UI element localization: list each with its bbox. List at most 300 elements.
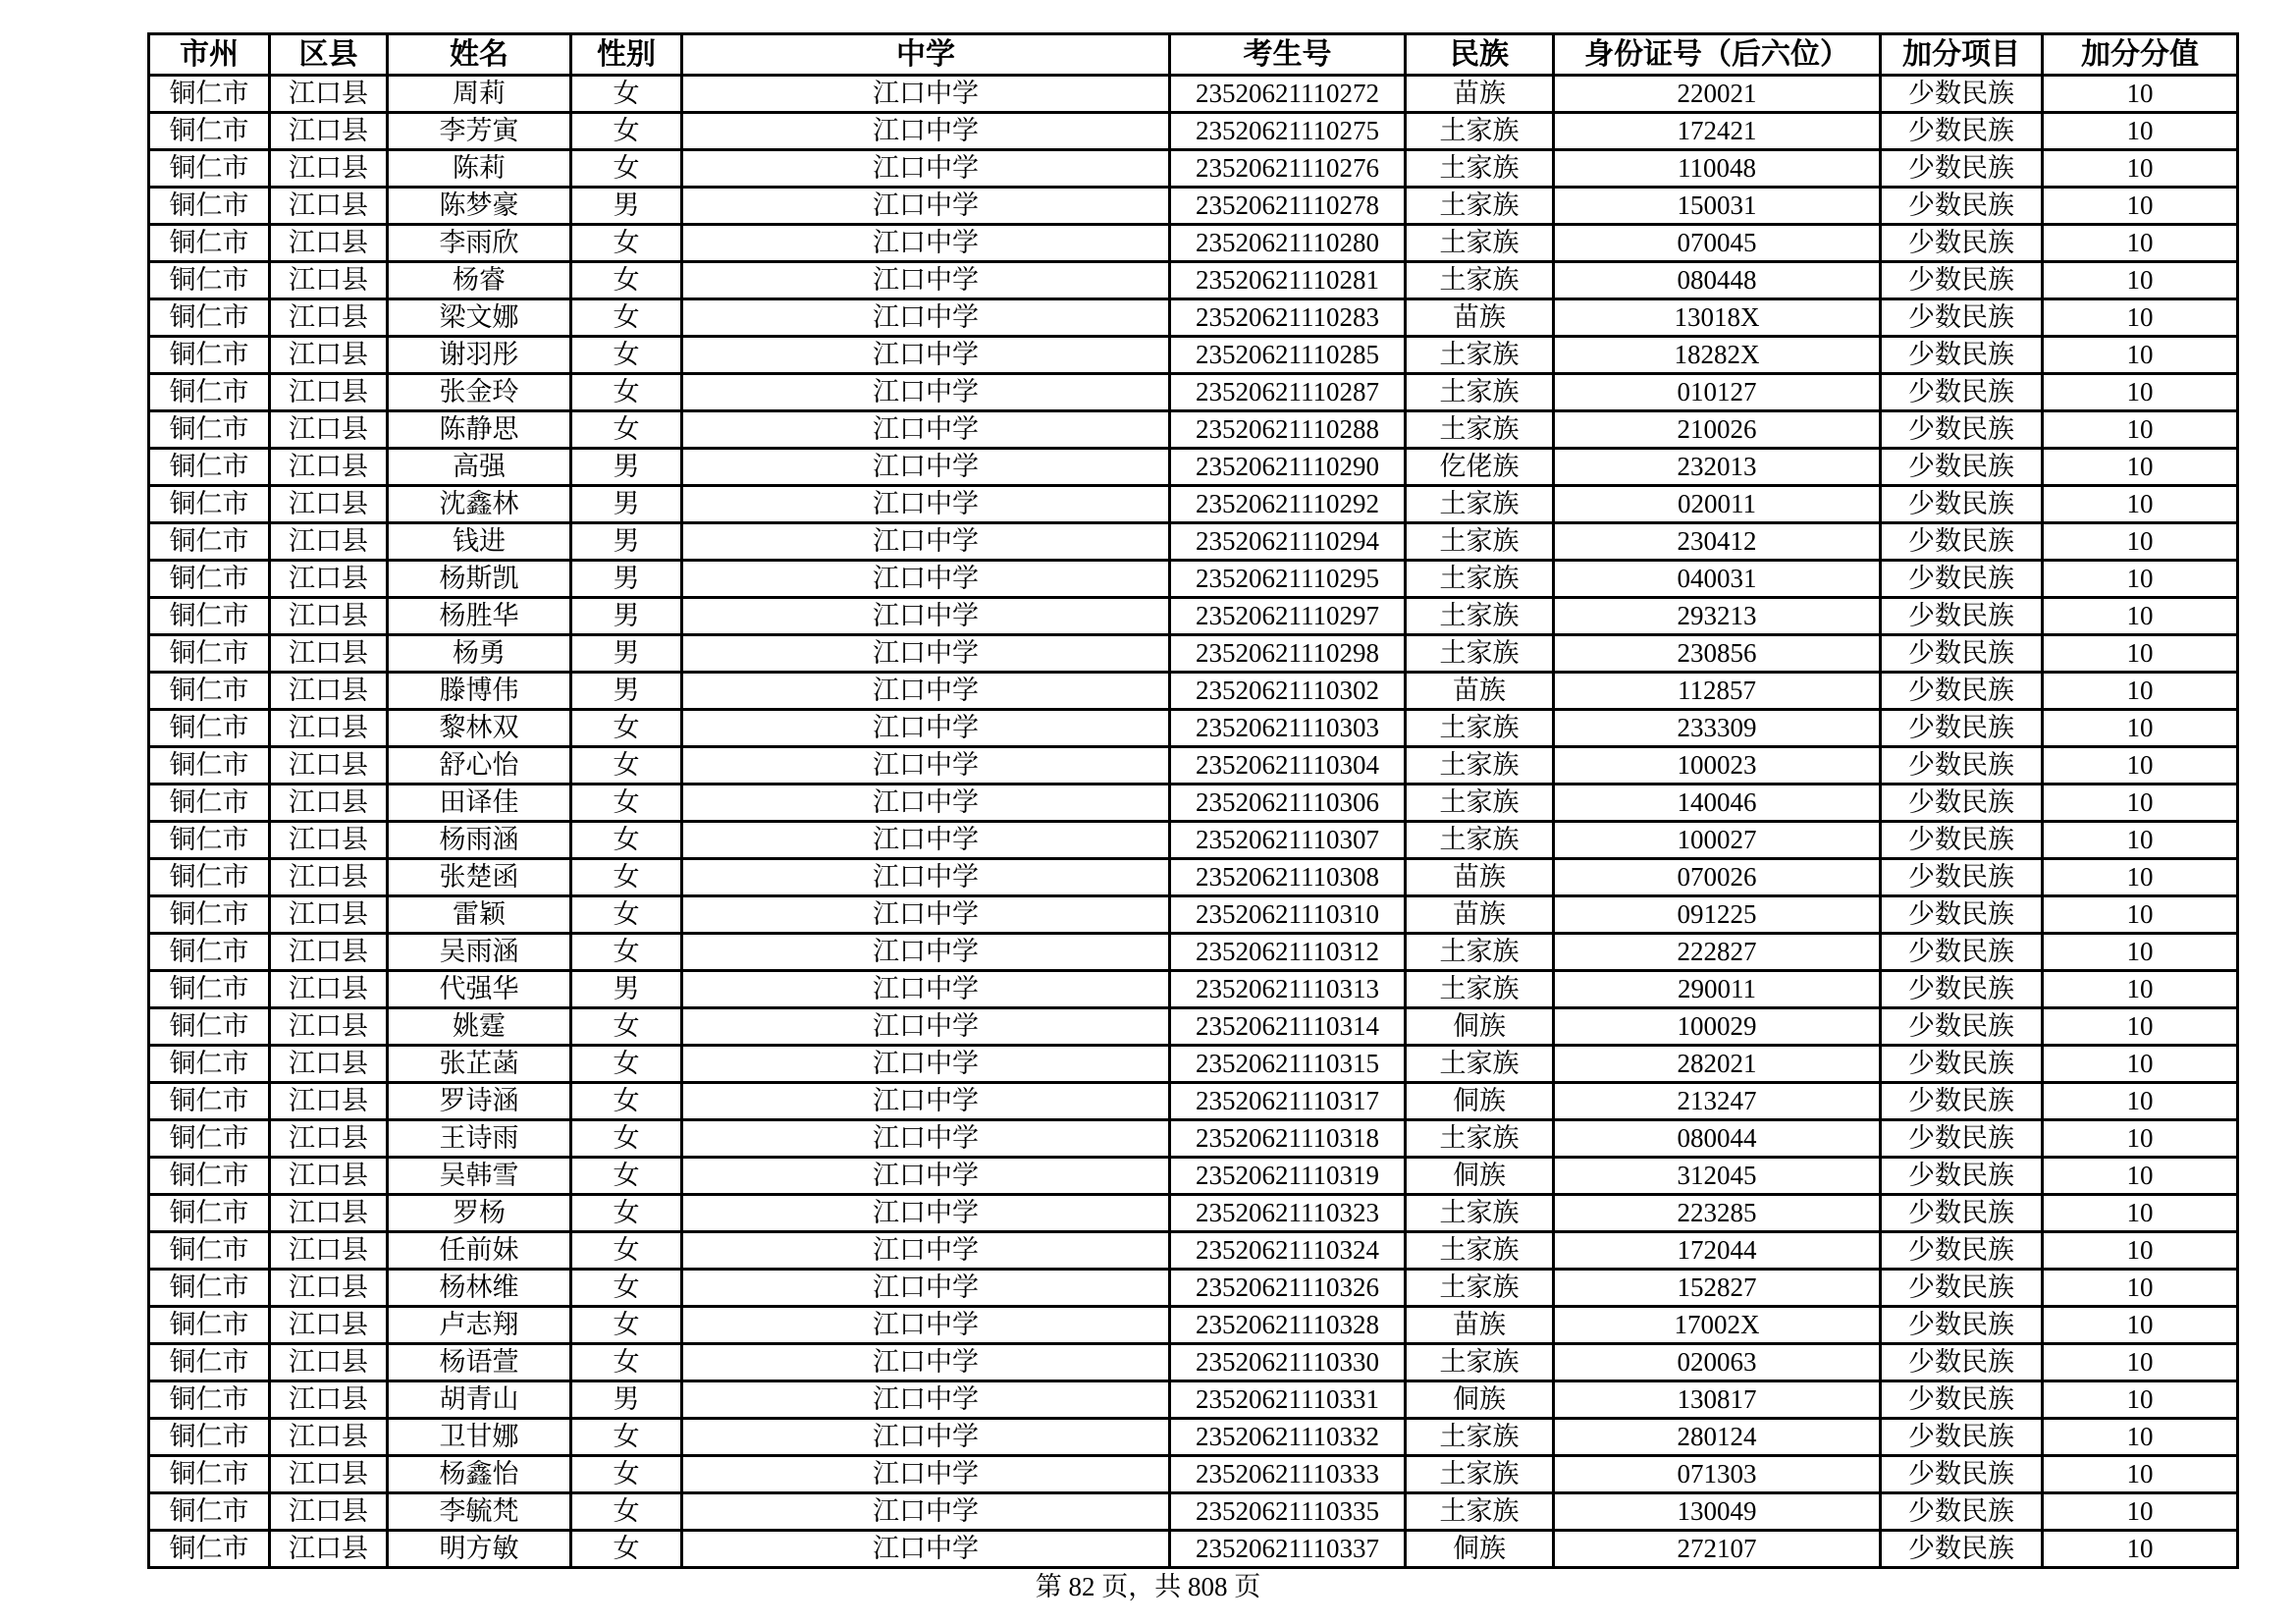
cell-bonus-item: 少数民族	[1881, 635, 2043, 673]
table-row	[149, 449, 2238, 486]
cell-exam-number: 23520621110332	[1170, 1419, 1406, 1456]
cell-county: 江口县	[270, 673, 388, 710]
cell-city: 铜仁市	[149, 822, 270, 859]
table-row	[149, 635, 2238, 673]
cell-school: 江口中学	[682, 486, 1170, 523]
cell-name: 李毓梵	[388, 1493, 571, 1531]
cell-bonus-item: 少数民族	[1881, 374, 2043, 411]
table-row	[149, 1531, 2238, 1568]
cell-bonus-item: 少数民族	[1881, 1493, 2043, 1531]
cell-city: 铜仁市	[149, 262, 270, 299]
cell-exam-number: 23520621110314	[1170, 1008, 1406, 1046]
cell-bonus-value: 10	[2043, 1120, 2238, 1158]
cell-name: 胡青山	[388, 1381, 571, 1419]
column-header-county: 区县	[270, 34, 388, 76]
cell-city: 铜仁市	[149, 337, 270, 374]
cell-exam-number: 23520621110317	[1170, 1083, 1406, 1120]
cell-city: 铜仁市	[149, 225, 270, 262]
cell-id-last-six: 070045	[1554, 225, 1881, 262]
cell-gender: 男	[571, 188, 682, 225]
cell-bonus-value: 10	[2043, 1158, 2238, 1195]
cell-name: 舒心怡	[388, 747, 571, 785]
cell-ethnicity: 土家族	[1406, 710, 1554, 747]
cell-school: 江口中学	[682, 1083, 1170, 1120]
cell-gender: 女	[571, 113, 682, 150]
cell-county: 江口县	[270, 299, 388, 337]
table-row	[149, 411, 2238, 449]
cell-bonus-item: 少数民族	[1881, 1195, 2043, 1232]
cell-city: 铜仁市	[149, 1158, 270, 1195]
cell-county: 江口县	[270, 1008, 388, 1046]
cell-bonus-value: 10	[2043, 374, 2238, 411]
table-row	[149, 785, 2238, 822]
cell-school: 江口中学	[682, 1195, 1170, 1232]
cell-county: 江口县	[270, 188, 388, 225]
cell-bonus-item: 少数民族	[1881, 1531, 2043, 1568]
cell-id-last-six: 223285	[1554, 1195, 1881, 1232]
cell-exam-number: 23520621110285	[1170, 337, 1406, 374]
cell-ethnicity: 苗族	[1406, 76, 1554, 113]
cell-gender: 女	[571, 337, 682, 374]
cell-bonus-value: 10	[2043, 1456, 2238, 1493]
cell-id-last-six: 100023	[1554, 747, 1881, 785]
cell-ethnicity: 土家族	[1406, 1120, 1554, 1158]
cell-county: 江口县	[270, 411, 388, 449]
cell-bonus-item: 少数民族	[1881, 822, 2043, 859]
cell-county: 江口县	[270, 1344, 388, 1381]
cell-name: 雷颖	[388, 896, 571, 934]
cell-id-last-six: 112857	[1554, 673, 1881, 710]
cell-id-last-six: 140046	[1554, 785, 1881, 822]
cell-county: 江口县	[270, 561, 388, 598]
cell-school: 江口中学	[682, 1232, 1170, 1270]
cell-bonus-value: 10	[2043, 1232, 2238, 1270]
cell-bonus-value: 10	[2043, 225, 2238, 262]
cell-name: 张楚函	[388, 859, 571, 896]
cell-city: 铜仁市	[149, 150, 270, 188]
cell-county: 江口县	[270, 1270, 388, 1307]
cell-school: 江口中学	[682, 859, 1170, 896]
cell-bonus-value: 10	[2043, 337, 2238, 374]
cell-id-last-six: 312045	[1554, 1158, 1881, 1195]
cell-id-last-six: 172421	[1554, 113, 1881, 150]
cell-bonus-item: 少数民族	[1881, 1307, 2043, 1344]
cell-city: 铜仁市	[149, 113, 270, 150]
cell-ethnicity: 土家族	[1406, 1344, 1554, 1381]
cell-school: 江口中学	[682, 1270, 1170, 1307]
cell-ethnicity: 侗族	[1406, 1158, 1554, 1195]
table-row	[149, 710, 2238, 747]
cell-exam-number: 23520621110276	[1170, 150, 1406, 188]
cell-ethnicity: 土家族	[1406, 1493, 1554, 1531]
cell-name: 田译佳	[388, 785, 571, 822]
cell-exam-number: 23520621110331	[1170, 1381, 1406, 1419]
cell-name: 罗诗涵	[388, 1083, 571, 1120]
cell-bonus-item: 少数民族	[1881, 1158, 2043, 1195]
cell-id-last-six: 020063	[1554, 1344, 1881, 1381]
cell-city: 铜仁市	[149, 598, 270, 635]
cell-city: 铜仁市	[149, 1456, 270, 1493]
table-header	[149, 34, 2238, 76]
table-row	[149, 1046, 2238, 1083]
cell-gender: 男	[571, 1381, 682, 1419]
cell-exam-number: 23520621110283	[1170, 299, 1406, 337]
column-header-id-last-six: 身份证号（后六位）	[1554, 34, 1881, 76]
cell-ethnicity: 土家族	[1406, 747, 1554, 785]
cell-ethnicity: 土家族	[1406, 374, 1554, 411]
cell-name: 高强	[388, 449, 571, 486]
cell-city: 铜仁市	[149, 1008, 270, 1046]
table-row	[149, 76, 2238, 113]
table-row	[149, 1008, 2238, 1046]
cell-name: 杨语萱	[388, 1344, 571, 1381]
cell-id-last-six: 152827	[1554, 1270, 1881, 1307]
cell-county: 江口县	[270, 971, 388, 1008]
cell-id-last-six: 213247	[1554, 1083, 1881, 1120]
cell-school: 江口中学	[682, 1531, 1170, 1568]
cell-county: 江口县	[270, 1456, 388, 1493]
cell-ethnicity: 侗族	[1406, 1083, 1554, 1120]
cell-bonus-item: 少数民族	[1881, 896, 2043, 934]
table-row	[149, 150, 2238, 188]
cell-id-last-six: 150031	[1554, 188, 1881, 225]
table-row	[149, 1083, 2238, 1120]
cell-exam-number: 23520621110304	[1170, 747, 1406, 785]
cell-gender: 女	[571, 262, 682, 299]
cell-county: 江口县	[270, 486, 388, 523]
cell-bonus-value: 10	[2043, 262, 2238, 299]
cell-exam-number: 23520621110297	[1170, 598, 1406, 635]
cell-bonus-value: 10	[2043, 113, 2238, 150]
cell-bonus-value: 10	[2043, 1083, 2238, 1120]
table-row	[149, 1307, 2238, 1344]
cell-bonus-value: 10	[2043, 1493, 2238, 1531]
table-row	[149, 1270, 2238, 1307]
cell-exam-number: 23520621110298	[1170, 635, 1406, 673]
cell-bonus-item: 少数民族	[1881, 1344, 2043, 1381]
cell-bonus-item: 少数民族	[1881, 1270, 2043, 1307]
cell-name: 姚霆	[388, 1008, 571, 1046]
cell-bonus-value: 10	[2043, 299, 2238, 337]
cell-exam-number: 23520621110281	[1170, 262, 1406, 299]
table-row	[149, 673, 2238, 710]
cell-ethnicity: 土家族	[1406, 1046, 1554, 1083]
cell-gender: 男	[571, 635, 682, 673]
cell-exam-number: 23520621110328	[1170, 1307, 1406, 1344]
cell-city: 铜仁市	[149, 561, 270, 598]
cell-city: 铜仁市	[149, 1493, 270, 1531]
cell-ethnicity: 土家族	[1406, 411, 1554, 449]
cell-id-last-six: 080044	[1554, 1120, 1881, 1158]
table-row	[149, 299, 2238, 337]
column-header-city: 市州	[149, 34, 270, 76]
cell-gender: 女	[571, 1419, 682, 1456]
cell-gender: 女	[571, 1008, 682, 1046]
cell-city: 铜仁市	[149, 635, 270, 673]
cell-gender: 女	[571, 747, 682, 785]
cell-bonus-value: 10	[2043, 785, 2238, 822]
cell-exam-number: 23520621110290	[1170, 449, 1406, 486]
cell-county: 江口县	[270, 598, 388, 635]
table-row	[149, 374, 2238, 411]
cell-exam-number: 23520621110315	[1170, 1046, 1406, 1083]
cell-exam-number: 23520621110333	[1170, 1456, 1406, 1493]
cell-school: 江口中学	[682, 747, 1170, 785]
cell-ethnicity: 土家族	[1406, 337, 1554, 374]
table-row	[149, 1381, 2238, 1419]
cell-name: 吴雨涵	[388, 934, 571, 971]
cell-bonus-value: 10	[2043, 747, 2238, 785]
cell-school: 江口中学	[682, 449, 1170, 486]
cell-id-last-six: 13018X	[1554, 299, 1881, 337]
cell-ethnicity: 土家族	[1406, 934, 1554, 971]
cell-city: 铜仁市	[149, 1344, 270, 1381]
cell-exam-number: 23520621110287	[1170, 374, 1406, 411]
cell-gender: 女	[571, 1456, 682, 1493]
cell-gender: 女	[571, 1195, 682, 1232]
table-row	[149, 1344, 2238, 1381]
cell-county: 江口县	[270, 1381, 388, 1419]
cell-exam-number: 23520621110330	[1170, 1344, 1406, 1381]
cell-bonus-item: 少数民族	[1881, 150, 2043, 188]
cell-bonus-item: 少数民族	[1881, 486, 2043, 523]
cell-name: 杨斯凯	[388, 561, 571, 598]
cell-bonus-item: 少数民族	[1881, 934, 2043, 971]
cell-id-last-six: 080448	[1554, 262, 1881, 299]
cell-name: 陈梦豪	[388, 188, 571, 225]
cell-name: 卢志翔	[388, 1307, 571, 1344]
cell-id-last-six: 100029	[1554, 1008, 1881, 1046]
cell-bonus-value: 10	[2043, 1046, 2238, 1083]
cell-bonus-item: 少数民族	[1881, 1456, 2043, 1493]
cell-gender: 男	[571, 523, 682, 561]
cell-city: 铜仁市	[149, 1120, 270, 1158]
cell-exam-number: 23520621110294	[1170, 523, 1406, 561]
table-header-row	[149, 34, 2238, 76]
cell-school: 江口中学	[682, 1120, 1170, 1158]
cell-id-last-six: 280124	[1554, 1419, 1881, 1456]
cell-bonus-item: 少数民族	[1881, 262, 2043, 299]
cell-id-last-six: 293213	[1554, 598, 1881, 635]
cell-city: 铜仁市	[149, 673, 270, 710]
table-row	[149, 1456, 2238, 1493]
cell-gender: 女	[571, 411, 682, 449]
cell-city: 铜仁市	[149, 374, 270, 411]
cell-city: 铜仁市	[149, 1419, 270, 1456]
cell-school: 江口中学	[682, 1158, 1170, 1195]
cell-name: 张金玲	[388, 374, 571, 411]
cell-id-last-six: 272107	[1554, 1531, 1881, 1568]
cell-id-last-six: 020011	[1554, 486, 1881, 523]
cell-city: 铜仁市	[149, 299, 270, 337]
cell-city: 铜仁市	[149, 1307, 270, 1344]
cell-bonus-item: 少数民族	[1881, 785, 2043, 822]
cell-id-last-six: 071303	[1554, 1456, 1881, 1493]
column-header-name: 姓名	[388, 34, 571, 76]
cell-bonus-value: 10	[2043, 1531, 2238, 1568]
table-row	[149, 896, 2238, 934]
cell-ethnicity: 土家族	[1406, 188, 1554, 225]
cell-gender: 女	[571, 859, 682, 896]
cell-bonus-item: 少数民族	[1881, 561, 2043, 598]
cell-bonus-item: 少数民族	[1881, 673, 2043, 710]
cell-school: 江口中学	[682, 971, 1170, 1008]
cell-school: 江口中学	[682, 710, 1170, 747]
cell-bonus-value: 10	[2043, 673, 2238, 710]
cell-ethnicity: 仡佬族	[1406, 449, 1554, 486]
cell-id-last-six: 233309	[1554, 710, 1881, 747]
cell-city: 铜仁市	[149, 859, 270, 896]
cell-county: 江口县	[270, 785, 388, 822]
cell-id-last-six: 091225	[1554, 896, 1881, 934]
cell-gender: 女	[571, 150, 682, 188]
cell-city: 铜仁市	[149, 1195, 270, 1232]
cell-school: 江口中学	[682, 76, 1170, 113]
cell-exam-number: 23520621110326	[1170, 1270, 1406, 1307]
cell-bonus-item: 少数民族	[1881, 1381, 2043, 1419]
cell-bonus-value: 10	[2043, 411, 2238, 449]
cell-gender: 男	[571, 673, 682, 710]
cell-bonus-item: 少数民族	[1881, 598, 2043, 635]
cell-gender: 女	[571, 1493, 682, 1531]
cell-city: 铜仁市	[149, 971, 270, 1008]
cell-gender: 女	[571, 896, 682, 934]
cell-county: 江口县	[270, 225, 388, 262]
cell-city: 铜仁市	[149, 1232, 270, 1270]
cell-id-last-six: 070026	[1554, 859, 1881, 896]
cell-school: 江口中学	[682, 1344, 1170, 1381]
cell-bonus-value: 10	[2043, 971, 2238, 1008]
cell-name: 杨雨涵	[388, 822, 571, 859]
table-row	[149, 188, 2238, 225]
cell-name: 杨鑫怡	[388, 1456, 571, 1493]
cell-school: 江口中学	[682, 673, 1170, 710]
column-header-bonus-value: 加分分值	[2043, 34, 2238, 76]
cell-name: 沈鑫林	[388, 486, 571, 523]
cell-city: 铜仁市	[149, 747, 270, 785]
data-table	[147, 32, 2239, 1569]
cell-gender: 男	[571, 971, 682, 1008]
cell-county: 江口县	[270, 523, 388, 561]
cell-school: 江口中学	[682, 374, 1170, 411]
table-row	[149, 1120, 2238, 1158]
cell-school: 江口中学	[682, 1046, 1170, 1083]
cell-name: 张芷菡	[388, 1046, 571, 1083]
cell-bonus-item: 少数民族	[1881, 1232, 2043, 1270]
cell-ethnicity: 侗族	[1406, 1008, 1554, 1046]
cell-name: 黎林双	[388, 710, 571, 747]
cell-ethnicity: 土家族	[1406, 262, 1554, 299]
cell-exam-number: 23520621110319	[1170, 1158, 1406, 1195]
cell-school: 江口中学	[682, 1419, 1170, 1456]
cell-city: 铜仁市	[149, 486, 270, 523]
cell-bonus-item: 少数民族	[1881, 1419, 2043, 1456]
table-row	[149, 1232, 2238, 1270]
cell-gender: 男	[571, 486, 682, 523]
table-row	[149, 561, 2238, 598]
cell-county: 江口县	[270, 1083, 388, 1120]
cell-school: 江口中学	[682, 337, 1170, 374]
cell-id-last-six: 230856	[1554, 635, 1881, 673]
table-row	[149, 1195, 2238, 1232]
cell-id-last-six: 17002X	[1554, 1307, 1881, 1344]
table-row	[149, 486, 2238, 523]
cell-id-last-six: 232013	[1554, 449, 1881, 486]
cell-county: 江口县	[270, 150, 388, 188]
table-row	[149, 822, 2238, 859]
cell-ethnicity: 土家族	[1406, 1419, 1554, 1456]
cell-school: 江口中学	[682, 411, 1170, 449]
cell-exam-number: 23520621110302	[1170, 673, 1406, 710]
cell-exam-number: 23520621110308	[1170, 859, 1406, 896]
column-header-school: 中学	[682, 34, 1170, 76]
cell-school: 江口中学	[682, 785, 1170, 822]
cell-exam-number: 23520621110306	[1170, 785, 1406, 822]
column-header-ethnicity: 民族	[1406, 34, 1554, 76]
cell-ethnicity: 土家族	[1406, 598, 1554, 635]
cell-id-last-six: 100027	[1554, 822, 1881, 859]
cell-county: 江口县	[270, 1531, 388, 1568]
cell-gender: 女	[571, 1046, 682, 1083]
cell-id-last-six: 172044	[1554, 1232, 1881, 1270]
cell-gender: 女	[571, 1158, 682, 1195]
cell-school: 江口中学	[682, 1008, 1170, 1046]
cell-id-last-six: 230412	[1554, 523, 1881, 561]
cell-exam-number: 23520621110278	[1170, 188, 1406, 225]
cell-exam-number: 23520621110280	[1170, 225, 1406, 262]
cell-exam-number: 23520621110272	[1170, 76, 1406, 113]
cell-county: 江口县	[270, 449, 388, 486]
cell-name: 梁文娜	[388, 299, 571, 337]
cell-id-last-six: 222827	[1554, 934, 1881, 971]
cell-name: 滕博伟	[388, 673, 571, 710]
cell-bonus-value: 10	[2043, 822, 2238, 859]
cell-county: 江口县	[270, 896, 388, 934]
cell-gender: 女	[571, 710, 682, 747]
cell-gender: 女	[571, 1344, 682, 1381]
cell-id-last-six: 130049	[1554, 1493, 1881, 1531]
cell-exam-number: 23520621110318	[1170, 1120, 1406, 1158]
cell-school: 江口中学	[682, 1381, 1170, 1419]
cell-county: 江口县	[270, 635, 388, 673]
table-row	[149, 859, 2238, 896]
cell-school: 江口中学	[682, 598, 1170, 635]
cell-bonus-value: 10	[2043, 150, 2238, 188]
cell-school: 江口中学	[682, 113, 1170, 150]
cell-county: 江口县	[270, 1493, 388, 1531]
cell-gender: 男	[571, 561, 682, 598]
cell-county: 江口县	[270, 747, 388, 785]
cell-bonus-value: 10	[2043, 1381, 2238, 1419]
cell-bonus-item: 少数民族	[1881, 337, 2043, 374]
cell-school: 江口中学	[682, 262, 1170, 299]
cell-bonus-value: 10	[2043, 76, 2238, 113]
cell-name: 李芳寅	[388, 113, 571, 150]
table-row	[149, 337, 2238, 374]
column-header-gender: 性别	[571, 34, 682, 76]
cell-bonus-item: 少数民族	[1881, 747, 2043, 785]
cell-school: 江口中学	[682, 1307, 1170, 1344]
cell-bonus-item: 少数民族	[1881, 1008, 2043, 1046]
cell-name: 卫甘娜	[388, 1419, 571, 1456]
cell-exam-number: 23520621110323	[1170, 1195, 1406, 1232]
cell-gender: 女	[571, 1307, 682, 1344]
cell-gender: 女	[571, 1120, 682, 1158]
cell-ethnicity: 苗族	[1406, 859, 1554, 896]
cell-ethnicity: 土家族	[1406, 785, 1554, 822]
table-row	[149, 598, 2238, 635]
cell-exam-number: 23520621110275	[1170, 113, 1406, 150]
